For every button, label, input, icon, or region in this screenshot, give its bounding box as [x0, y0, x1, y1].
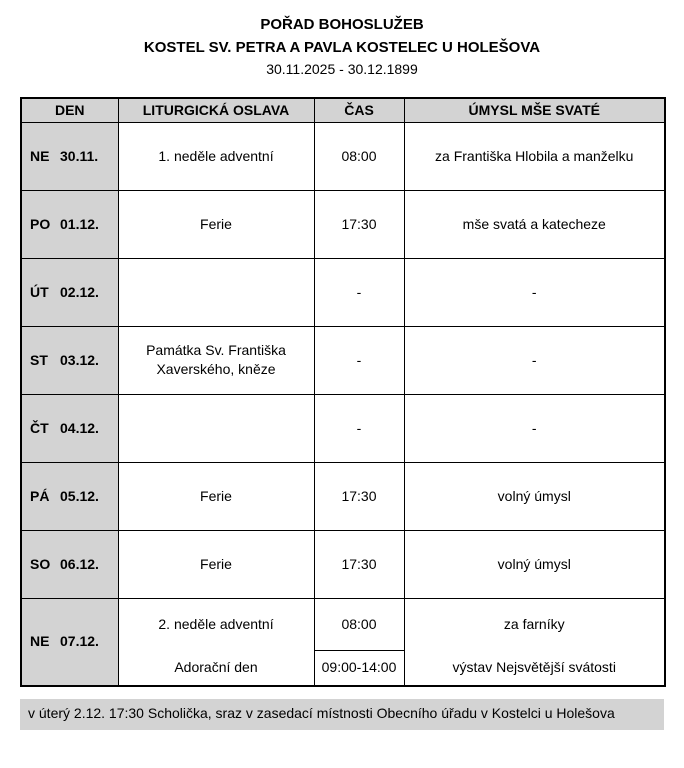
day-cell — [21, 258, 118, 326]
celebration-cell: 1. neděle adventní — [118, 122, 314, 190]
time-cell: 08:00 — [314, 598, 404, 650]
intention-cell: výstav Nejsvětější svátosti — [404, 650, 665, 686]
day-abbrev: PO — [30, 215, 51, 232]
day-abbrev: ÚT — [30, 283, 49, 300]
day-abbrev: SO — [30, 555, 51, 572]
day-date: 07.12. — [60, 633, 99, 650]
table-row — [21, 190, 665, 258]
day-date: 30.11. — [60, 147, 99, 164]
celebration-cell — [118, 258, 314, 326]
celebration-cell: Adorační den — [118, 650, 314, 686]
column-header: DEN — [21, 98, 118, 123]
intention-cell: - — [404, 258, 665, 326]
time-cell: 08:00 — [314, 122, 404, 190]
time-cell: - — [314, 394, 404, 462]
time-cell: 09:00-14:00 — [314, 650, 404, 686]
day-cell — [21, 462, 118, 530]
schedule-table — [20, 97, 666, 688]
intention-cell: za Františka Hlobila a manželku — [404, 122, 665, 190]
day-abbrev: ČT — [30, 419, 49, 436]
day-cell — [21, 394, 118, 462]
intention-cell: volný úmysl — [404, 530, 665, 598]
day-abbrev: PÁ — [30, 487, 50, 504]
day-date: 03.12. — [60, 351, 99, 368]
day-cell — [21, 326, 118, 394]
column-header: LITURGICKÁ OSLAVA — [118, 98, 314, 123]
day-abbrev: NE — [30, 633, 50, 650]
document-header — [20, 14, 664, 81]
celebration-cell: Ferie — [118, 462, 314, 530]
table-row — [21, 462, 665, 530]
day-cell — [21, 598, 118, 686]
celebration-cell: Ferie — [118, 530, 314, 598]
table-row — [21, 326, 665, 394]
table-row — [21, 394, 665, 462]
day-date: 02.12. — [60, 283, 99, 300]
time-cell: 17:30 — [314, 530, 404, 598]
date-range: 30.11.2025 - 30.12.1899 — [266, 61, 418, 77]
table-row — [21, 258, 665, 326]
time-cell: 17:30 — [314, 462, 404, 530]
intention-cell: mše svatá a katecheze — [404, 190, 665, 258]
time-cell: - — [314, 258, 404, 326]
time-cell: - — [314, 326, 404, 394]
day-abbrev: ST — [30, 351, 48, 368]
celebration-cell: Památka Sv. Františka Xaverského, kněze — [118, 326, 314, 394]
intention-cell: za farníky — [404, 598, 665, 650]
column-header: ÚMYSL MŠE SVATÉ — [404, 98, 665, 123]
day-date: 05.12. — [60, 487, 99, 504]
table-row — [21, 530, 665, 598]
column-header: ČAS — [314, 98, 404, 123]
day-abbrev: NE — [30, 147, 50, 164]
day-cell — [21, 122, 118, 190]
day-date: 06.12. — [60, 555, 99, 572]
day-cell — [21, 530, 118, 598]
document-title: POŘAD BOHOSLUŽEB — [260, 16, 424, 33]
footer-note: v úterý 2.12. 17:30 Scholička, sraz v zasedací místnosti Obecního úřadu v Kostelci u Holešova — [20, 699, 664, 730]
day-date: 01.12. — [60, 215, 99, 232]
celebration-cell: Ferie — [118, 190, 314, 258]
time-cell: 17:30 — [314, 190, 404, 258]
table-row — [21, 122, 665, 190]
intention-cell: volný úmysl — [404, 462, 665, 530]
celebration-cell — [118, 394, 314, 462]
table-row — [21, 650, 665, 686]
church-name: KOSTEL SV. PETRA A PAVLA KOSTELEC U HOLEŠOVA — [143, 38, 541, 56]
celebration-cell: 2. neděle adventní — [118, 598, 314, 650]
intention-cell: - — [404, 326, 665, 394]
day-date: 04.12. — [60, 419, 99, 436]
table-header-row — [21, 98, 665, 123]
intention-cell: - — [404, 394, 665, 462]
day-cell — [21, 190, 118, 258]
table-row — [21, 598, 665, 650]
